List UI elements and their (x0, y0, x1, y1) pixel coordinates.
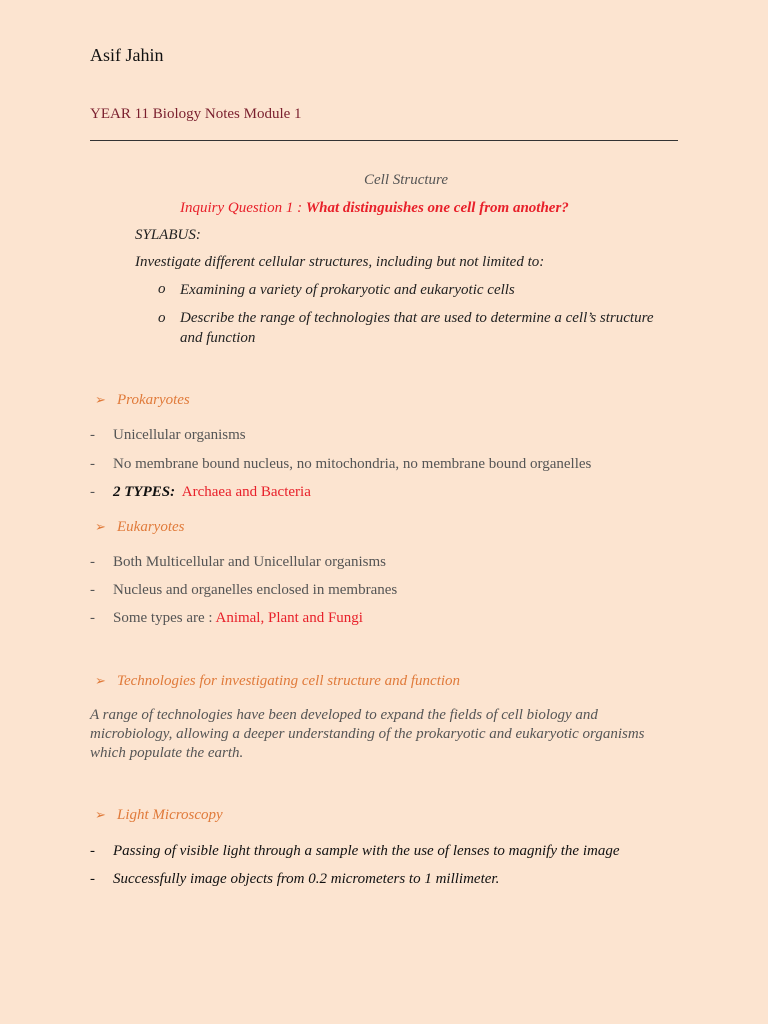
syllabus-label: SYLABUS: (135, 227, 201, 243)
inquiry-label: Inquiry Question 1 : (180, 200, 306, 216)
technologies-paragraph: A range of technologies have been developed to expand the fields of cell biology and microbiology, allowing a deeper understanding of the prokaryotic and eukaryotic organisms which populate the earth. (90, 707, 645, 761)
syllabus-point: Describe the range of technologies that are used to determine a cell’s structure (180, 310, 654, 326)
technologies-heading (95, 673, 460, 690)
bullet-o-marker: o (158, 281, 166, 297)
document-subtitle: YEAR 11 Biology Notes Module 1 (90, 106, 302, 122)
dash-bullet: - (90, 456, 95, 472)
arrow-bullet-icon: ➢ (95, 807, 106, 822)
list-item: Both Multicellular and Unicellular organisms (113, 554, 387, 570)
list-item: No membrane bound nucleus, no mitochondria, no membrane bound organelles (113, 456, 592, 472)
dash-bullet: - (90, 871, 95, 887)
eukaryotes-heading-text: Eukaryotes (117, 519, 185, 535)
eukaryotes-heading (95, 519, 184, 536)
dash-bullet: - (90, 843, 95, 859)
syllabus-text: Investigate different cellular structures, including but not limited to: (135, 254, 545, 270)
technologies-heading-text: Technologies for investigating cell structure and function (117, 673, 461, 689)
dash-bullet: - (90, 582, 95, 598)
list-item: Nucleus and organelles enclosed in membranes (113, 582, 398, 598)
syllabus-point: Examining a variety of prokaryotic and eukaryotic cells (180, 282, 515, 298)
dash-bullet: - (90, 554, 95, 570)
inquiry-text: What distinguishes one cell from another? (305, 200, 569, 216)
prokaryotes-heading-text: Prokaryotes (117, 392, 190, 408)
light-microscopy-heading (95, 807, 223, 824)
section-title: Cell Structure (363, 172, 449, 188)
types-value: Archaea and Bacteria (181, 484, 311, 500)
types-value: Animal, Plant and Fungi (215, 610, 363, 626)
arrow-bullet-icon: ➢ (95, 519, 106, 534)
dash-bullet: - (90, 484, 95, 500)
inquiry-question (180, 200, 569, 217)
list-item-types (113, 610, 363, 627)
author-name: Asif Jahin (90, 45, 164, 65)
list-item: Unicellular organisms (113, 427, 246, 443)
syllabus-point-continued: and function (180, 330, 256, 346)
arrow-bullet-icon: ➢ (95, 392, 106, 407)
list-item: Passing of visible light through a sample with the use of lenses to magnify the image (113, 843, 620, 859)
bullet-o-marker: o (158, 310, 166, 326)
dash-bullet: - (90, 610, 95, 626)
list-item: Successfully image objects from 0.2 micrometers to 1 millimeter. (113, 871, 500, 887)
types-label: Some types are : (113, 610, 216, 626)
list-item-types (113, 484, 311, 501)
prokaryotes-heading (95, 392, 190, 409)
arrow-bullet-icon: ➢ (95, 673, 106, 688)
dash-bullet: - (90, 427, 95, 443)
types-label: 2 TYPES: (113, 484, 176, 500)
light-microscopy-heading-text: Light Microscopy (117, 807, 223, 823)
header-divider (90, 140, 678, 141)
